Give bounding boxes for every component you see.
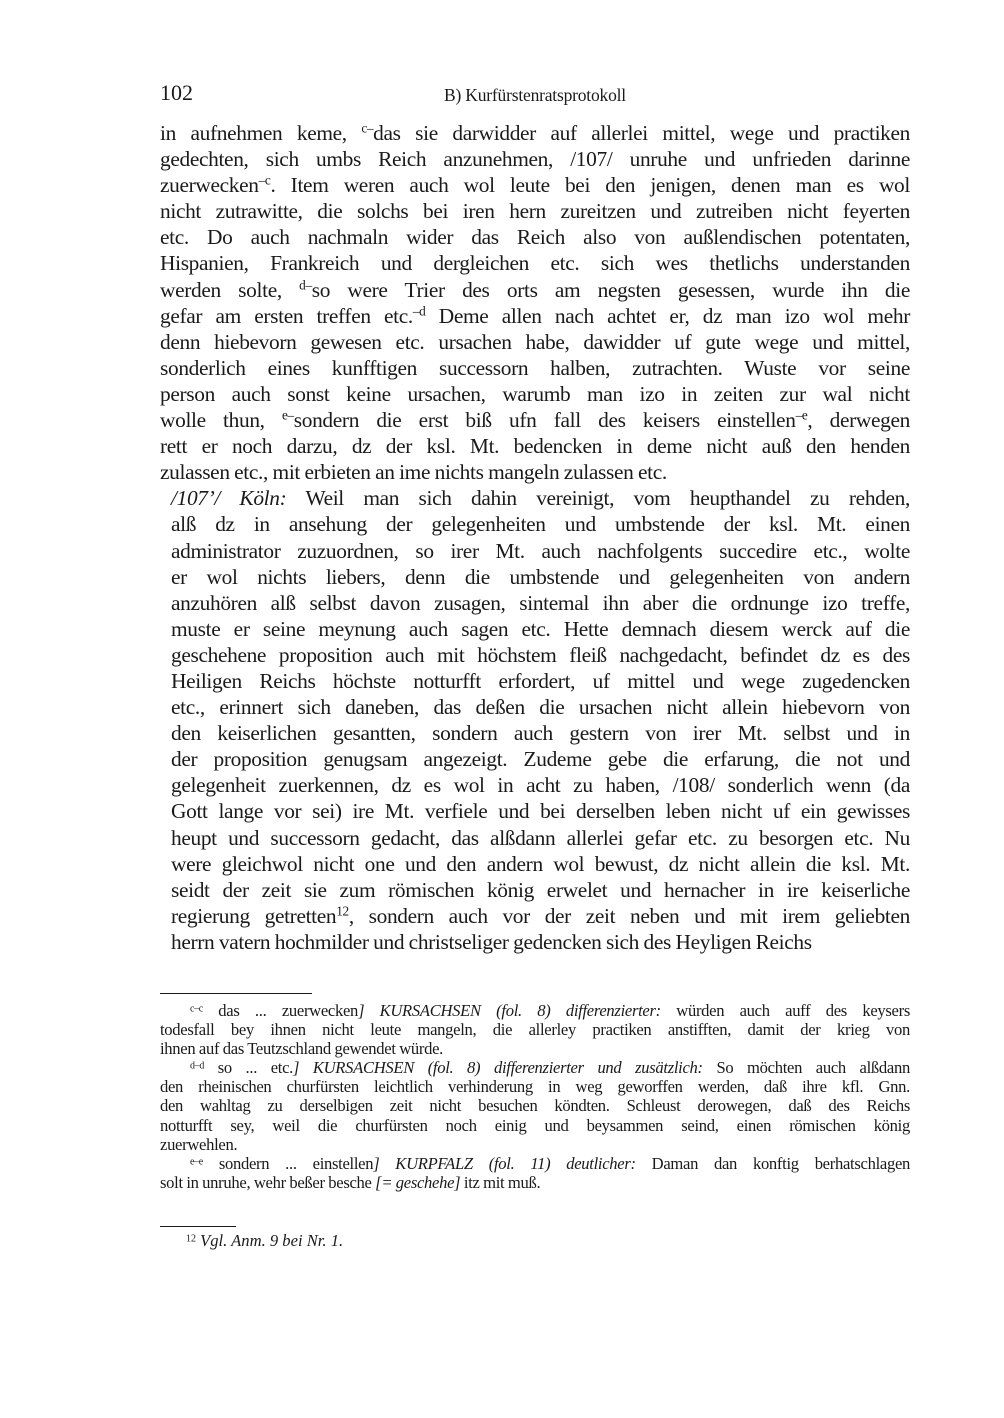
note-marker: 12 — [336, 903, 349, 919]
note-marker: –d — [412, 303, 426, 319]
text-line: alß dz in ansehung der gelegenheiten und umbstende der ksl. Mt. einen — [171, 512, 910, 537]
italic-run: /107’/ Köln: — [171, 486, 287, 511]
note-marker: –c — [258, 172, 271, 188]
note-marker: –e — [795, 407, 808, 423]
running-title: B) Kurfürstenratsprotokoll — [444, 85, 626, 105]
italic-run: ] KURSACHSEN (fol. 8) differenzierter und zusätzlich: — [293, 1058, 703, 1078]
text-line: $^{d-d}$ so ... etc.] KURSACHSEN (fol. 8) differenzierter und zusätzlich: So möchten auch alßdann — [190, 1058, 910, 1078]
text-line: Gott lange vor sei) ire Mt. verfiele und bei derselben leben nicht uf ein gewisses — [171, 799, 910, 824]
footnote-text: Vgl. Anm. 9 bei Nr. 1. — [200, 1231, 344, 1250]
note-marker: c– — [361, 120, 374, 136]
text-line: Hispanien, Frankreich und dergleichen etc. sich wes thetlichs understanden — [160, 251, 910, 276]
text-line: anzuhören alß selbst davon zusagen, sintemal ihn aber die ordnunge izo treffe, — [171, 590, 910, 615]
footnote-marker: d–d — [190, 1060, 205, 1072]
text-line: den rheinischen churfürsten leichtlich verhinderung in weg geworffen werden, daß ihre kfl. Gnn. — [160, 1077, 910, 1097]
text-line: todesfall bey ihnen nicht leute mangeln, die allerley practiken anstifften, damit der krieg von — [160, 1020, 910, 1040]
text-line: etc. Do auch nachmaln wider das Reich also von außlendischen potentaten, — [160, 225, 910, 250]
text-line: gefar am ersten treffen etc.$^{-d}$ Deme allen nach achtet er, dz man izo wol mehr — [160, 303, 910, 328]
text-line: der proposition genugsam angezeigt. Zudeme gebe die erfarung, die not und — [171, 747, 910, 772]
text-line: in aufnehmen keme, $^{c-}$das sie darwidder auf allerlei mittel, wege und practiken — [160, 120, 910, 145]
note-marker: d– — [299, 277, 312, 293]
text-line: nicht zutrawitte, die solchs bei iren hern zureitzen und zutreiben nicht feyerten — [160, 199, 910, 224]
footnote-marker: c–c — [190, 1003, 203, 1015]
numbered-footnotes — [160, 1231, 910, 1250]
text-line: person auch sonst keine ursachen, warumb man izo in zeiten zur wal nicht — [160, 381, 910, 406]
text-line: gelegenheit zuerkennen, dz es wol in acht zu haben, /108/ sonderlich wenn (da — [171, 773, 910, 798]
text-line: zuerwehlen. — [160, 1134, 238, 1154]
text-line: $^{e-e}$ sondern ... einstellen] KURPFALZ (fol. 11) deutlicher: Daman dan konftig berhatschlagen — [190, 1153, 911, 1173]
text-line: regierung getretten$^{12}$, sondern auch vor der zeit neben und mit irem geliebten — [171, 903, 911, 928]
text-line: ihnen auf das Teutzschland gewendet würde. — [160, 1039, 444, 1059]
text-line: etc., erinnert sich daneben, das deßen die ursachen nicht allein hiebevorn von — [171, 695, 910, 720]
text-line: heupt und successorn gedacht, das alßdann allerlei gefar etc. zu besorgen etc. Nu — [171, 825, 910, 850]
text-line: administrator zuzuordnen, so irer Mt. auch nachfolgents succedire etc., wolte — [171, 538, 910, 563]
text-line: $^{c-c}$ das ... zuerwecken] KURSACHSEN (fol. 8) differenzierter: würden auch auff des keysers — [190, 1001, 910, 1020]
text-line: den wahltag zu derselbigen zeit nicht besuchen köndten. Schleust derowegen, daß des Reichs — [160, 1096, 910, 1116]
text-line: notturfft sey, weil die churfürsten noch einig und beysammen seind, einen römischen könig — [160, 1115, 910, 1135]
text-line: er wol nichts liebers, denn die umbstende und gelegenheiten von andern — [171, 564, 910, 589]
italic-run: ] KURPFALZ (fol. 11) deutlicher: — [373, 1153, 636, 1173]
text-line: gedechten, sich umbs Reich anzunehmen, /107/ unruhe und unfrieden darinne — [160, 147, 910, 172]
text-line: /107’/ Köln: Weil man sich dahin vereinigt, vom heupthandel zu rehden, — [171, 486, 911, 511]
paragraph-trier — [160, 120, 910, 485]
text-line: seidt der zeit sie zum römischen könig erwelet und hernacher in ire keiserliche — [171, 877, 910, 902]
text-line: zuerwecken$^{-c}$. Item weren auch wol leute bei den jenigen, denen man es wol — [160, 172, 910, 198]
text-line: solt in unruhe, wehr beßer besche [= geschehe] itz mit muß. — [160, 1172, 541, 1192]
text-line: sonderlich eines kunfftigen successorn halben, zutrachten. Wuste vor seine — [160, 355, 910, 380]
running-head — [160, 78, 910, 108]
text-line: zulassen etc., mit erbieten an ime nichts mangeln zulassen etc. — [160, 460, 667, 485]
text-line: herrn vatern hochmilder und christseliger gedencken sich des Heyligen Reichs — [171, 929, 812, 954]
footnote-number: 12 — [186, 1233, 196, 1245]
text-line: muste er seine meynung auch sagen etc. Hette demnach diesem werck auf die — [171, 616, 910, 641]
paragraph-koeln — [160, 485, 910, 955]
footnote-rule — [160, 993, 312, 994]
main-text — [160, 120, 910, 955]
text-line: den keiserlichen gesantten, sondern auch gestern von irer Mt. selbst und in — [171, 721, 910, 746]
page — [160, 78, 910, 955]
text-line: Heiligen Reichs höchste notturfft erfordert, uf mittel und wege zugedencken — [171, 668, 910, 693]
note-marker: e– — [281, 407, 294, 423]
page-number: 102 — [160, 80, 193, 105]
text-line: wolle thun, $^{e-}$sondern die erst biß ufn fall des keisers einstellen$^{-e}$, derwegen — [160, 407, 910, 433]
footnote-12 — [160, 1231, 910, 1250]
text-line: rett er noch darzu, dz der ksl. Mt. bedencken in deme nicht auß den henden — [160, 434, 910, 459]
text-line: werden solte, $^{d-}$so were Trier des orts am negsten gesessen, wurde ihn die — [160, 277, 910, 302]
italic-run: ] KURSACHSEN (fol. 8) differenzierter: — [358, 1001, 661, 1020]
footnote-c — [160, 1001, 910, 1058]
footnote-e — [160, 1154, 910, 1192]
footnote-rule-numbered — [160, 1226, 236, 1227]
italic-run: [= geschehe] — [375, 1172, 461, 1192]
text-line: were gleichwol nicht one und den andern wol bewust, dz nicht allein die ksl. Mt. — [171, 851, 910, 876]
text-line: geschehene proposition auch mit höchstem fleiß nachgedacht, befindet dz es des — [171, 642, 910, 667]
text-line: denn hiebevorn gewesen etc. ursachen habe, dawidder uf gute wege und mittel, — [160, 329, 910, 354]
footnote-marker: e–e — [190, 1156, 203, 1168]
footnote-d — [160, 1058, 910, 1153]
critical-apparatus — [160, 1001, 910, 1192]
